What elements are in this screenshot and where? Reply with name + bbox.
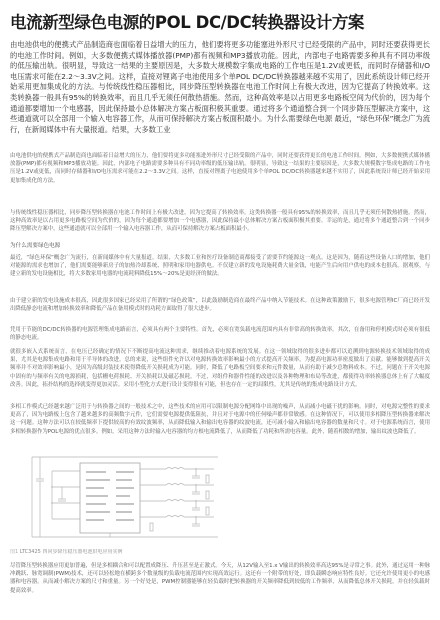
body-paragraph-6: 就很多嵌入式系统而言，在电压已经确定的情况下不断提高电流这种需求，继续推动着电源系统的发展。在这一领域取得的很多进步都可以追溯到电源转换技术领域取得的成果，尤其是电源集成电路和用于半导体的改进。总的来说，这些组件允许以对电源转换效率影响最小的方式提高开关频率，为提高电源功率密度做出了贡献。能够做到提高开关频率并不对效率影响最小，是因为高级封装技术使得降低开关损耗成为可能。同时，降低了电路板空间要求和元件数量，从而有助于减少总物料成本。不过，问题在于开关电源中固有的与频率有关的电源损耗，包括栅电荷损耗、开关损耗以及磁芯损耗。不过，对组件和器件性能的改进以及各种物理和布局等改进，都使得功率转换器总体上有了大幅度改善。因此，拓扑结构的选择就变得更加灵活。采用小型化方式进行设计变得很有可能，但也存在一定的局限性，尤其是传统的集成电路设计方式。 (10, 349, 430, 388)
figure-caption-text: LTC3425 四同步降压稳压器电池供电应用实例 (19, 549, 123, 555)
section-heading: 为什么需要绿色电源 (10, 243, 61, 249)
body-paragraph-8: 尽管降压型转换器应用更加普遍，但是多相耦合和可以配置成降压、升压甚至是正激式。今天，从12V输入至1.x V输出的转换效率高达95%是寻常之事。此外，通过运用一种脉冲跳跃、脉宽调制(PWM)技术，还可以轻松地在横跨多个数量级的负载电流范围内实现高效运行。这还有一个附带的好处，即负载瞬态响应特性良好。它还允许使用更小的电感器和电容器，从而减小解决方案的尺寸和重量。另一个好处是，PWM控制器能够在轻负载时把转换器的开关频率降低到较低的工作频率，从而降低总体开关损耗，并在轻负载时提高效率。 (10, 563, 430, 594)
body-paragraph-4: 由于建立新的发电设施成本很高，因此很多国家已经采用了所谓的“绿色政策”，以此鼓励制造商在最终产品中纳入节能技术。在这种政策激励下，很多电源管理IC厂商已经开发出降低静态电流和增加转换效率和降低产品在备用模式时的功耗方面取得了很大进步。 (10, 298, 430, 313)
body-paragraph-7: 多相工作模式已经越来越广泛用于与转换器之间的一般技术之中，这些技术的应用可以限制电源分配网络中出现的噪声，从而减小电磁干扰的影响。同时，对电源完整性的要求更高了，因为电路板上包含了越来越多的高频数字元件，它们需要电源提供低阻抗，并且对于电源中的任何噪声都非常敏感。在这种情况下，可以使用多相降压型转换器来解决这一问题。这种方法可以在较低频率下提供较高的有效纹波频率，从而降低输入和输出电容器的纹波电流，还可减小输入和输出电容器的数量和尺寸。对于电源系统而言，使用多相转换器作为POL电源的优点很多。例如，采用这种方法时输入电容器的均方根电流降低了，从而降低了功耗和所需电容量。此外，随着相数的增加，输出纹波也降低了。 (10, 404, 430, 435)
body-paragraph-1: 由电池供电的便携式产品制造商也面临着日益增大的压力，他们要将更多功能塞进外形尺寸已经受限的产品中，同时还要获得更长的电池工作时间。例如，大多数便携式媒体播放器(PMP)都有视频和MP3播放功能。因此，内部电子电路需要多种具有不同功率级的低压输出轨。很明显，导致这一结果的主要原因是，大多数大规模数字集成电路的工作电压是1.2V或更低，而同时存储器和I/O电压需求可能在2.2～3.3V之间。这样，直接对锂离子电池使用多个单POL DC/DC转换器越来越不实用了，因此系统设计师已经开始采用更加集成化的方法。 (10, 153, 430, 184)
body-paragraph-2: 与传统线性稳压器相比，同步降压型转换器在电池工作时间上有极大改进，因为它提高了转换效率。这类转换器一般具有95%的转换效率，而且几乎无须任何散热措施。然而，这种高效率是以占用更多电路板空间为代价的，因为每个通道都要增加一个电感器，因此保持最小总体解决方案占板面积极其重要。幸运的是，通过将多个通道整合到一个同步降压型解决方案中，这些通道就可以全部用一个输入电容器工作，从而可保持解决方案占板面积最小。 (10, 210, 430, 233)
figure-caption (10, 549, 260, 556)
circuit-schematic (28, 449, 224, 544)
lead-paragraph: 由电池供电的便携式产品制造商也面临着日益增大的压力，他们要将更多功能塞进外形尺寸已经受限的产品中，同时还要获得更长的电池工作时间。例如，大多数便携式媒体播放器(PMP)都有视频和MP3播放功能。因此，内部电子电路需要多种具有不同功率级的低压输出轨。很明显，导致这一结果的主要原因是，大多数大规模数字集成电路的工作电压是1.2V或更低，而同时存储器和I/O电压需求可能在2.2～3.3V之间。这样，直接对锂离子电池使用多个单POL DC/DC转换器越来越不实用了，因此系统设计师已经开始采用更加集成化的方法。与传统线性稳压器相比，同步降压型转换器在电池工作时间上有极大改进，因为它提高了转换效率。这类转换器一般具有95%的转换效率，而且几乎无须任何散热措施。然而，这种高效率是以占用更多电路板空间为代价的，因为每个通道都要增加一个电感器，因此保持最小总体解决方案占板面积极其重要。通过将多个通道整合到一个同步降压型解决方案中，这些通道就可以全部用一个输入电容器工作，从而可保持解决方案占板面积最小。为什么需要绿色电源 最近，“绿色环保”概念广为流行，在新闻媒体中有大量报道。结果，大多数工业 (10, 40, 430, 134)
body-paragraph-5: 凭用于节能的DC/DC转换器的电源管理集成电路而言，必须具有两个主要特性。首先，必须在宽负载电流范围内具有非常高的转换效率。其次，在备用和停机模式时必须有很低的静态电流。 (10, 327, 430, 342)
article-title: 电流新型绿色电源的POL DC/DC转换器设计方案 (10, 13, 365, 32)
figure-number: 图1 (10, 549, 19, 555)
body-paragraph-3: 最近，“绿色环保”概念广为流行，在新闻媒体中有大量报道。结果，大多数工业和医疗设备制造商都接受了需要节约能源这一观点。这是因为，随着这些设备人口的增加，他们对能源的需求也增加了，他们需要能够新房子的加热冷却系统、照明和家用电器供电。不仅建立新的发电设施耗费大量金钱，电能产生后向用户供电的成本也很高。据观察，与建立新的发电设施相比，将大多数家用电器的电流耗料降低15%～20%是更经济的做法。 (10, 255, 430, 278)
